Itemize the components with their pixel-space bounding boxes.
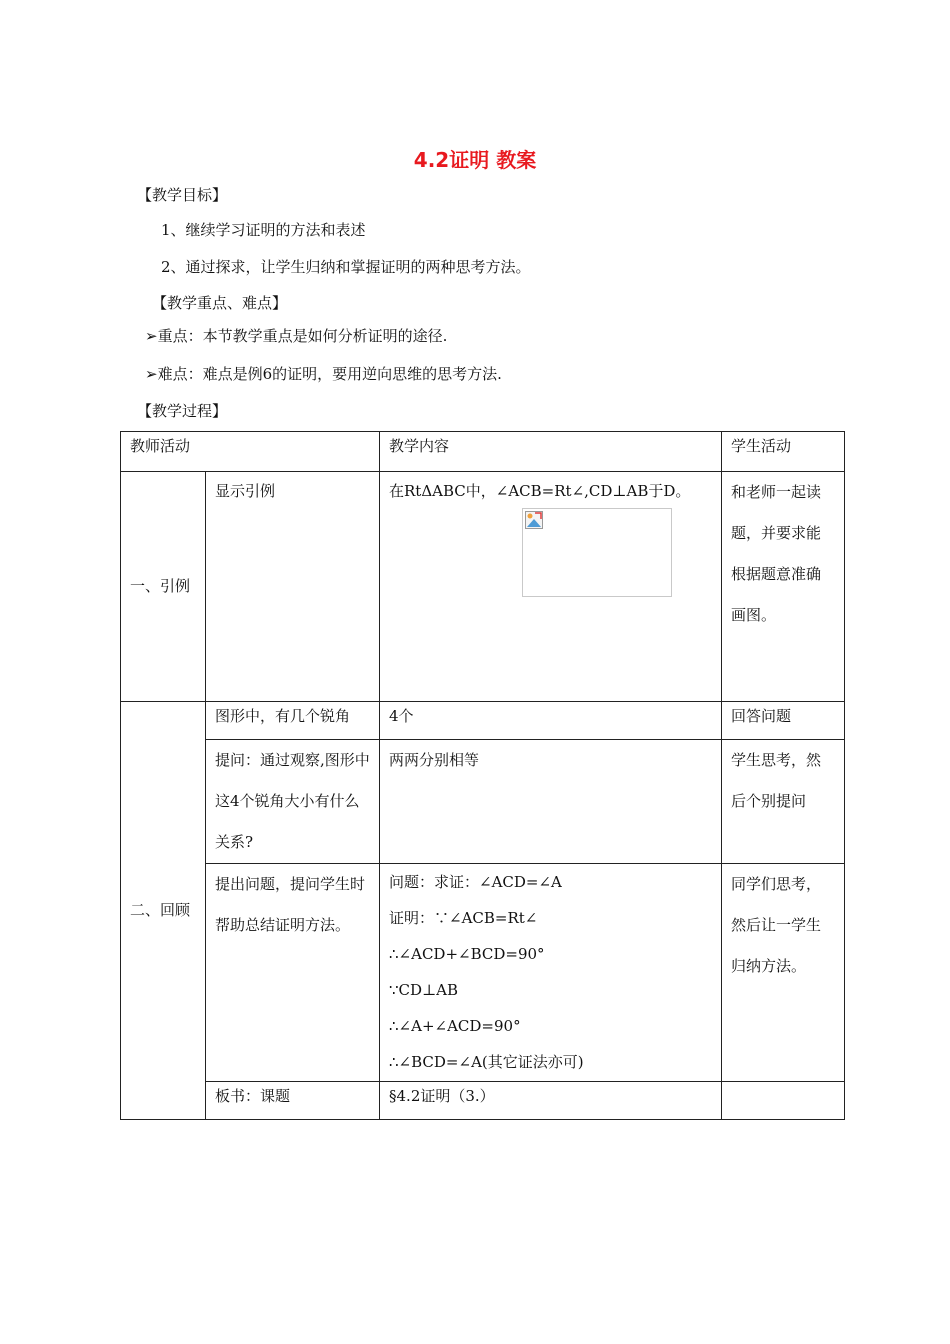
proof-line: ∴∠BCD=∠A(其它证法亦可) [389, 1053, 584, 1071]
student-activity [722, 1082, 845, 1120]
teaching-content: §4.2证明（3.） [380, 1082, 722, 1120]
header-student: 学生活动 [722, 432, 845, 472]
table-row [121, 1082, 845, 1120]
student-activity: 和老师一起读题，并要求能根据题意准确画图。 [722, 472, 845, 702]
proof-line: 证明：∵∠ACB=Rt∠ [389, 909, 538, 927]
broken-image-icon [525, 511, 543, 529]
table-row [121, 472, 845, 702]
proof-line: ∵CD⊥AB [389, 981, 459, 999]
objective-1: 1、继续学习证明的方法和表述 [161, 221, 366, 239]
teacher-activity: 提出问题，提问学生时帮助总结证明方法。 [206, 864, 380, 1082]
stage-label: 一、引例 [121, 472, 206, 702]
lesson-table [120, 431, 845, 1120]
student-activity: 同学们思考，然后让一学生归纳方法。 [722, 864, 845, 1082]
stage-label: 二、回顾 [121, 702, 206, 1120]
process-heading: 【教学过程】 [137, 402, 228, 420]
figure-placeholder [522, 508, 672, 597]
teaching-content [380, 472, 722, 702]
teaching-content: 4个 [380, 702, 722, 740]
difficult-point: ➢难点：难点是例6的证明，要用逆向思维的思考方法. [145, 365, 502, 383]
table-header-row [121, 432, 845, 472]
teaching-content: 两两分别相等 [380, 740, 722, 864]
table-row [121, 740, 845, 864]
example-statement: 在RtΔABC中，∠ACB=Rt∠,CD⊥AB于D。 [389, 482, 691, 500]
table-row [121, 864, 845, 1082]
proof-line: ∴∠A+∠ACD=90° [389, 1017, 521, 1035]
teacher-activity: 板书：课题 [206, 1082, 380, 1120]
teacher-activity: 显示引例 [206, 472, 380, 702]
proof-content [380, 864, 722, 1082]
student-activity: 学生思考，然后个别提问 [722, 740, 845, 864]
proof-line: 问题：求证：∠ACD=∠A [389, 873, 562, 891]
page-title: 4.2证明 教案 [413, 148, 537, 172]
table-row [121, 702, 845, 740]
student-activity: 回答问题 [722, 702, 845, 740]
objective-2: 2、通过探求，让学生归纳和掌握证明的两种思考方法。 [161, 258, 531, 276]
key-point: ➢重点：本节教学重点是如何分析证明的途径. [145, 327, 448, 345]
objectives-heading: 【教学目标】 [137, 186, 228, 204]
teacher-activity: 提问：通过观察,图形中这4个锐角大小有什么关系? [206, 740, 380, 864]
teacher-activity: 图形中，有几个锐角 [206, 702, 380, 740]
key-difficulty-heading: 【教学重点、难点】 [152, 294, 288, 312]
header-content: 教学内容 [380, 432, 722, 472]
proof-line: ∴∠ACD+∠BCD=90° [389, 945, 545, 963]
header-teacher: 教师活动 [121, 432, 380, 472]
